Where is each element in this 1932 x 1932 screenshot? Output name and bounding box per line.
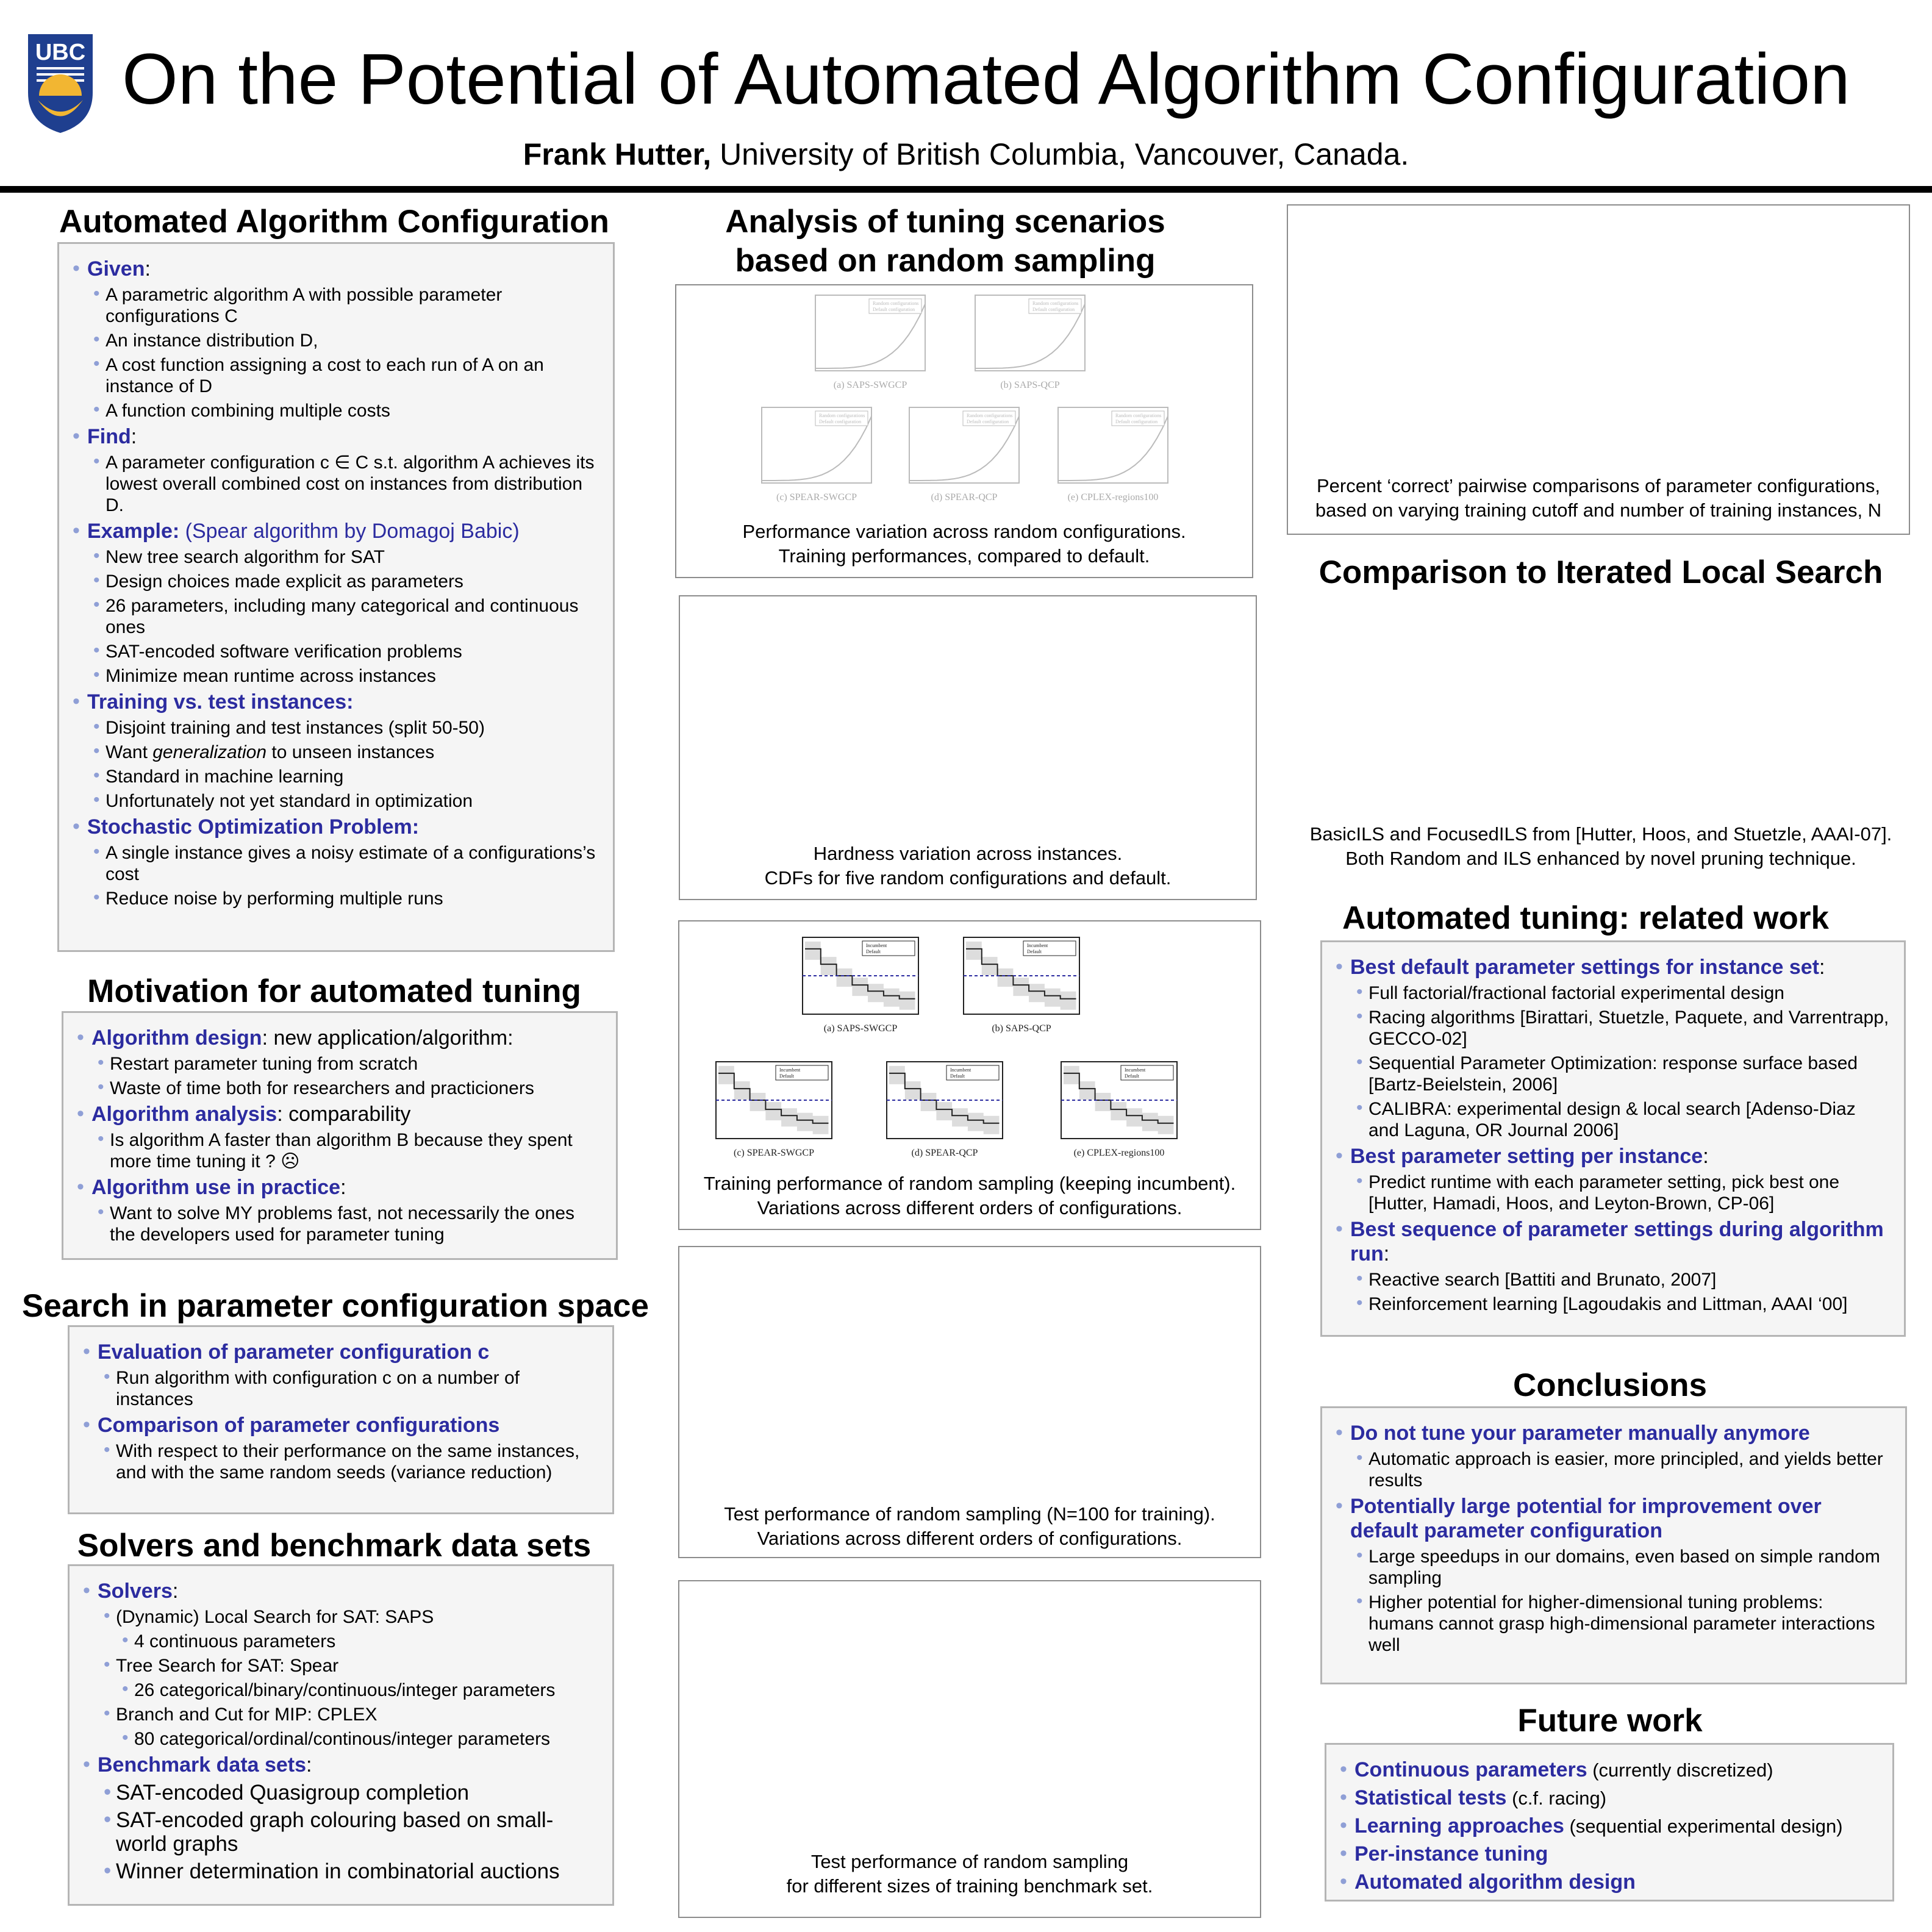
figure-caption: CDFs for five random configurations and default. <box>764 867 1172 889</box>
legend-entry: Incumbent <box>1125 1067 1146 1073</box>
given-bullet: • Given: <box>73 257 599 281</box>
subplot-label: (c) SPEAR-SWGCP <box>733 1148 815 1158</box>
figure-caption: Variations across different orders of configurations. <box>757 1197 1182 1218</box>
list-item: • Run algorithm with configuration c on a number of instances <box>83 1367 599 1410</box>
section-heading-ils: Comparison to Iterated Local Search <box>1318 554 1883 590</box>
figure-pairwise-comparisons <box>1287 204 1910 535</box>
subplot <box>1061 1062 1177 1158</box>
legend-entry: Incumbent <box>866 943 887 948</box>
design-bullet: • Algorithm design: new application/algorithm: <box>77 1026 603 1050</box>
figure-caption: for different sizes of training benchmark set. <box>786 1875 1153 1897</box>
figure-performance-variation-plots <box>676 285 1252 517</box>
list-item: • Design choices made explicit as parameters <box>73 571 599 592</box>
subplot-label: (b) SAPS-QCP <box>992 1023 1051 1034</box>
legend-entry: Default <box>866 949 881 954</box>
list-item: • Full factorial/fractional factorial experimental design <box>1336 982 1891 1004</box>
legend-entry: Incumbent <box>779 1067 801 1073</box>
list-item: • Automatic approach is easier, more principled, and yields better results <box>1336 1448 1892 1491</box>
list-item: • Is algorithm A faster than algorithm B because they spent more time tuning it ? ☹ <box>77 1129 603 1172</box>
legend-entry: Random configurations <box>1115 413 1162 418</box>
list-item: • A single instance gives a noisy estimate of a configurations’s cost <box>73 842 599 885</box>
legend-entry: Default configuration <box>819 419 862 424</box>
section-heading-conclusions: Conclusions <box>1512 1367 1708 1403</box>
list-item: • With respect to their performance on the same instances, and with the same random seeds (variance reduction) <box>83 1440 599 1483</box>
example-bullet: • Example: (Spear algorithm by Domagoj Babic) <box>73 519 599 543</box>
legend-entry: Random configurations <box>873 301 919 306</box>
figure-caption: Test performance of random sampling (N=100 for training). <box>724 1503 1215 1525</box>
motivation-box <box>62 1011 618 1260</box>
legend-entry: Default <box>1027 949 1042 954</box>
list-item: • A parametric algorithm A with possible parameter configurations C <box>73 284 599 327</box>
list-item: • CALIBRA: experimental design & local search [Adenso-Diaz and Laguna, OR Journal 2006] <box>1336 1098 1891 1141</box>
bench-bullet: • Benchmark data sets: <box>83 1753 599 1777</box>
subplot <box>887 1062 1003 1158</box>
section-heading-analysis: Analysis of tuning scenarios based on random sampling <box>725 204 1165 279</box>
figure-caption: Performance variation across random configurations. <box>742 521 1186 542</box>
related-work-box <box>1320 940 1906 1337</box>
figure-hardness-variation <box>679 595 1257 900</box>
list-item: • Disjoint training and test instances (split 50-50) <box>73 717 599 739</box>
list-item: • 4 continuous parameters <box>83 1631 599 1652</box>
subplot <box>762 407 871 503</box>
list-item: • (Dynamic) Local Search for SAT: SAPS <box>83 1606 599 1628</box>
figure-caption: Both Random and ILS enhanced by novel pruning technique. <box>1345 848 1856 869</box>
header-rule <box>0 186 1932 193</box>
legend-entry: Random configurations <box>1032 301 1079 306</box>
legend-entry: Incumbent <box>950 1067 971 1073</box>
best-default-bullet: • Best default parameter settings for instance set: <box>1336 955 1891 979</box>
solvers-bullet: • Solvers: <box>83 1579 599 1603</box>
legend-entry: Default configuration <box>873 307 915 312</box>
section-heading-search: Search in parameter configuration space <box>22 1288 649 1324</box>
list-item: • Reinforcement learning [Lagoudakis and Littman, AAAI ‘00] <box>1336 1293 1891 1315</box>
list-item: • Winner determination in combinatorial auctions <box>83 1859 599 1883</box>
use-bullet: • Algorithm use in practice: <box>77 1175 603 1200</box>
conclusion-2-bullet: • Potentially large potential for improvement over default parameter configuration <box>1336 1494 1892 1543</box>
future-work-box <box>1325 1743 1894 1902</box>
list-item: • 80 categorical/ordinal/continous/integer parameters <box>83 1728 599 1750</box>
legend-entry: Random configurations <box>819 413 865 418</box>
subplot <box>975 295 1085 390</box>
list-item: • A cost function assigning a cost to each run of A on an instance of D <box>73 354 599 397</box>
subplot-label: (d) SPEAR-QCP <box>911 1148 978 1158</box>
figure-caption: Variations across different orders of configurations. <box>757 1528 1182 1549</box>
comp-bullet: • Comparison of parameter configurations <box>83 1413 599 1437</box>
subplot <box>716 1062 832 1158</box>
list-item: • Reactive search [Battiti and Brunato, 2007] <box>1336 1269 1891 1290</box>
list-item: • SAT-encoded software verification problems <box>73 641 599 662</box>
section-heading-config: Automated Algorithm Configuration <box>59 204 609 240</box>
subplot-label: (e) CPLEX-regions100 <box>1067 492 1159 503</box>
figure-caption: based on varying training cutoff and number of training instances, N <box>1315 499 1882 521</box>
figure-caption: Test performance of random sampling <box>810 1851 1129 1872</box>
eval-bullet: • Evaluation of parameter configuration c <box>83 1340 599 1364</box>
solvers-box <box>68 1564 614 1906</box>
conclusions-box <box>1320 1406 1907 1684</box>
list-item: • Reduce noise by performing multiple runs <box>73 888 599 909</box>
subplot <box>803 937 918 1034</box>
subplot-label: (b) SAPS-QCP <box>1000 380 1060 390</box>
list-item: • SAT-encoded graph colouring based on small-world graphs <box>83 1808 599 1856</box>
subplot-label: (c) SPEAR-SWGCP <box>776 492 857 503</box>
author-name: Frank Hutter, <box>523 137 712 171</box>
legend-entry: Default <box>1125 1073 1139 1079</box>
list-item: • Standard in machine learning <box>73 766 599 787</box>
legend-entry: Incumbent <box>1027 943 1048 948</box>
list-item: • Higher potential for higher-dimensional tuning problems: humans cannot grasp high-dimensional parameter interactions well <box>1336 1592 1892 1656</box>
legend-entry: Default configuration <box>1032 307 1075 312</box>
list-item: • Tree Search for SAT: Spear <box>83 1655 599 1676</box>
legend-entry: Default <box>779 1073 794 1079</box>
list-item: • Restart parameter tuning from scratch <box>77 1053 603 1075</box>
figure-test-performance <box>678 1246 1261 1558</box>
figure-caption: Training performances, compared to default. <box>778 545 1150 567</box>
conclusion-1-bullet: • Do not tune your parameter manually anymore <box>1336 1421 1892 1445</box>
list-item: • Branch and Cut for MIP: CPLEX <box>83 1704 599 1725</box>
config-box <box>57 242 615 952</box>
list-item: • Minimize mean runtime across instances <box>73 665 599 687</box>
subplot <box>815 295 925 390</box>
affiliation: University of British Columbia, Vancouver, Canada. <box>711 137 1409 171</box>
list-item: • 26 categorical/binary/continuous/integer parameters <box>83 1680 599 1701</box>
subplot-label: (e) CPLEX-regions100 <box>1073 1148 1165 1158</box>
list-item: • Large speedups in our domains, even based on simple random sampling <box>1336 1546 1892 1589</box>
list-item: • Sequential Parameter Optimization: response surface based [Bartz-Beielstein, 2006] <box>1336 1053 1891 1095</box>
subplot-label: (a) SAPS-SWGCP <box>833 380 907 390</box>
legend-entry: Default <box>950 1073 965 1079</box>
subplot <box>1058 407 1168 503</box>
figure-caption: Percent ‘correct’ pairwise comparisons of parameter configurations, <box>1316 475 1881 496</box>
legend-entry: Default configuration <box>1115 419 1158 424</box>
logo-text: UBC <box>35 40 86 65</box>
list-item: • An instance distribution D, <box>73 330 599 351</box>
list-item: • New tree search algorithm for SAT <box>73 546 599 568</box>
author-line <box>0 135 1932 173</box>
section-heading-solvers: Solvers and benchmark data sets <box>77 1528 592 1564</box>
section-heading-related: Automated tuning: related work <box>1342 900 1829 936</box>
list-item: • Want to solve MY problems fast, not necessarily the ones the developers used for parameter tuning <box>77 1203 603 1245</box>
subplot <box>909 407 1019 503</box>
section-heading-motivation: Motivation for automated tuning <box>87 973 581 1009</box>
ils-figure-caption <box>1268 822 1932 871</box>
future-item: • Learning approaches (sequential experimental design) <box>1340 1814 1879 1839</box>
figure-caption: BasicILS and FocusedILS from [Hutter, Hoos, and Stuetzle, AAAI-07]. <box>1309 823 1892 845</box>
list-item: • Waste of time both for researchers and practicioners <box>77 1078 603 1099</box>
list-item: • 26 parameters, including many categorical and continuous ones <box>73 595 599 638</box>
list-item: • Want generalization to unseen instances <box>73 742 599 763</box>
subplot-label: (d) SPEAR-QCP <box>931 492 998 503</box>
stochastic-bullet: • Stochastic Optimization Problem: <box>73 815 599 839</box>
ubc-logo <box>26 32 95 134</box>
list-item: • A parameter configuration c ∈ C s.t. algorithm A achieves its lowest overall combined cost on instances from distribution D. <box>73 452 599 516</box>
section-heading-future: Future work <box>1517 1703 1703 1739</box>
subplot-label: (a) SAPS-SWGCP <box>823 1023 898 1034</box>
figure-training-performance-plots <box>679 921 1260 1178</box>
figure-caption: Training performance of random sampling (keeping incumbent). <box>703 1173 1236 1194</box>
poster-title: On the Potential of Automated Algorithm Configuration <box>122 39 1850 120</box>
per-instance-bullet: • Best parameter setting per instance: <box>1336 1144 1891 1168</box>
figure-training-set-size <box>678 1580 1261 1918</box>
subplot <box>964 937 1079 1034</box>
figure-caption: Hardness variation across instances. <box>813 843 1123 864</box>
future-item: • Statistical tests (c.f. racing) <box>1340 1786 1879 1811</box>
sequence-bullet: • Best sequence of parameter settings during algorithm run: <box>1336 1217 1891 1266</box>
search-box <box>68 1325 614 1514</box>
legend-entry: Random configurations <box>967 413 1013 418</box>
list-item: • SAT-encoded Quasigroup completion <box>83 1781 599 1805</box>
analysis-bullet: • Algorithm analysis: comparability <box>77 1102 603 1126</box>
list-item: • Racing algorithms [Birattari, Stuetzle, Paquete, and Varrentrapp, GECCO-02] <box>1336 1007 1891 1050</box>
list-item: • Predict runtime with each parameter setting, pick best one [Hutter, Hamadi, Hoos, and Leyton-Brown, CP-06] <box>1336 1172 1891 1214</box>
legend-entry: Default configuration <box>967 419 1009 424</box>
future-item: • Per-instance tuning <box>1340 1842 1879 1867</box>
list-item: • A function combining multiple costs <box>73 400 599 421</box>
training-bullet: • Training vs. test instances: <box>73 690 599 714</box>
list-item: • Unfortunately not yet standard in optimization <box>73 790 599 812</box>
figure-training-performance <box>678 920 1261 1230</box>
future-item: • Automated algorithm design <box>1340 1870 1879 1895</box>
figure-performance-variation <box>675 284 1253 578</box>
future-item: • Continuous parameters (currently discretized) <box>1340 1758 1879 1783</box>
find-bullet: • Find: <box>73 424 599 449</box>
